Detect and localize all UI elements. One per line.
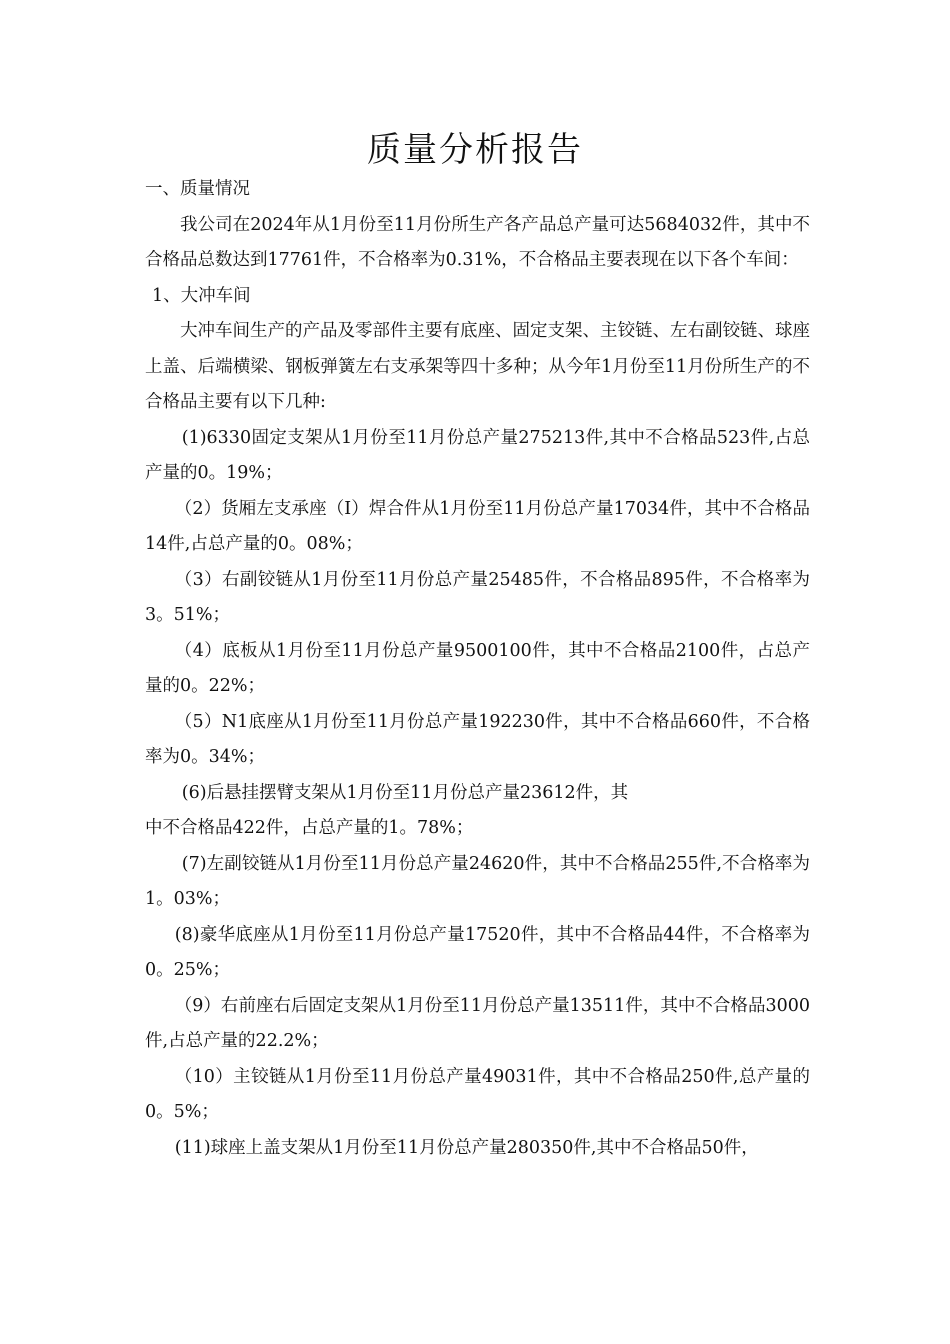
list-item-continuation: 中不合格品422件，占总产量的1。78%； [145,818,474,838]
subsection-intro: 大冲车间生产的产品及零部件主要有底座、固定支架、主铰链、左右副铰链、球座上盖、后端横梁、钢板弹簧左右支承架等四十多种；从今年1月份至11月份所生产的不合格品主要有以下几种: [145,321,810,412]
intro-paragraph: 我公司在2024年从1月份至11月份所生产各产品总产量可达5684032件，其中不合格品总数达到17761件，不合格率为0.31%，不合格品主要表现在以下各个车间： [145,214,810,270]
document-body [145,172,810,1166]
list-item: （10）主铰链从1月份至11月份总产量49031件，其中不合格品250件,总产量的0。5%； [145,1066,810,1122]
list-item: (6)后悬挂摆臂支架从1月份至11月份总产量23612件，其 [181,782,629,803]
list-item: （5）N1底座从1月份至11月份总产量192230件，其中不合格品660件，不合格率为0。34%； [145,711,810,767]
list-item: (11)球座上盖支架从1月份至11月份总产量280350件,其中不合格品50件， [174,1137,759,1158]
list-item: （2）货厢左支承座（Ⅰ）焊合件从1月份至11月份总产量17034件，其中不合格品14件,占总产量的0。08%； [145,498,810,554]
page-title: 质量分析报告 [367,130,583,170]
list-item: （3）右副铰链从1月份至11月份总产量25485件，不合格品895件，不合格率为3。51%； [145,569,810,625]
list-item: (8)豪华底座从1月份至11月份总产量17520件，其中不合格品44件，不合格率为0。25%； [145,924,810,980]
list-item: （9）右前座右后固定支架从1月份至11月份总产量13511件，其中不合格品3000件,占总产量的22.2%； [145,995,810,1051]
section-heading: 一、质量情况 [145,179,250,199]
list-item: (1)6330固定支架从1月份至11月份总产量275213件,其中不合格品523件,占总产量的0。19%； [145,427,810,483]
list-item: （4）底板从1月份至11月份总产量9500100件，其中不合格品2100件，占总产量的0。22%； [145,640,810,696]
list-item: (7)左副铰链从1月份至11月份总产量24620件，其中不合格品255件,不合格率为1。03%； [145,853,810,909]
subsection-heading: 1、大冲车间 [152,285,251,306]
